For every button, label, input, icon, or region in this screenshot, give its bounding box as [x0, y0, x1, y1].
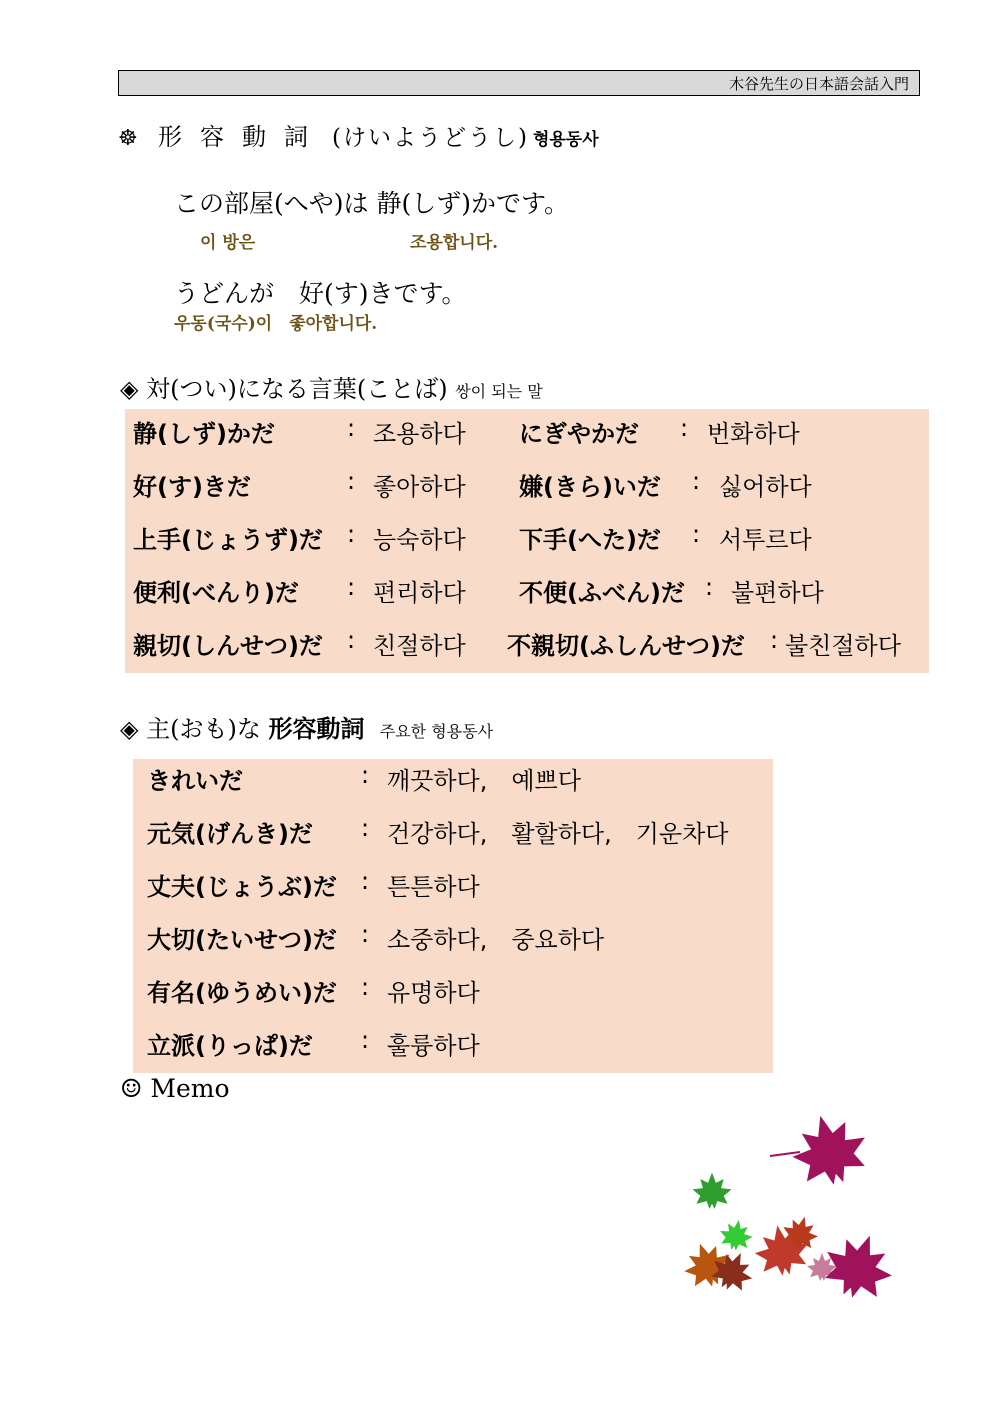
- adjective-meaning: 유명하다: [387, 979, 480, 1007]
- colon: :: [347, 520, 356, 548]
- header-bar: [118, 70, 920, 96]
- diamond-icon: ◈: [120, 715, 139, 743]
- colon: :: [361, 1026, 370, 1054]
- colon: :: [347, 626, 356, 654]
- colon: :: [347, 414, 356, 442]
- pair-left-meaning: 능숙하다: [373, 526, 466, 554]
- section-heading-plain: 主(おも)な: [146, 715, 261, 743]
- adjective-word: 丈夫(じょうぶ)だ: [147, 873, 337, 901]
- colon: :: [705, 573, 714, 601]
- example-sentence-2: うどんが 好(す)きです。: [174, 279, 467, 308]
- pair-right-word: 不便(ふべん)だ: [519, 579, 685, 607]
- colon: :: [361, 761, 370, 789]
- pairs-table: [125, 409, 929, 673]
- section-heading-text: 対(つい)になる言葉(ことば): [146, 375, 448, 403]
- title-reading: (けいようどうし): [332, 125, 529, 151]
- leaf-large-top: [770, 1106, 875, 1193]
- leaf-green-1: [693, 1173, 732, 1209]
- adjective-word: 有名(ゆうめい)だ: [147, 979, 337, 1007]
- colon: :: [361, 814, 370, 842]
- diamond-icon: ◈: [120, 375, 139, 403]
- pair-right-word: にぎやかだ: [519, 420, 639, 448]
- colon: :: [361, 973, 370, 1001]
- colon: :: [692, 520, 701, 548]
- pair-right-meaning: 불친절하다: [785, 632, 901, 660]
- smiley-icon: ☺: [120, 1074, 143, 1103]
- pair-left-word: 静(しず)かだ: [133, 420, 275, 448]
- adjective-word: 大切(たいせつ)だ: [147, 926, 337, 954]
- memo-text: Memo: [150, 1074, 230, 1103]
- pair-right-meaning: 싫어하다: [719, 473, 812, 501]
- pair-left-meaning: 편리하다: [373, 579, 466, 607]
- colon: :: [692, 467, 701, 495]
- colon: :: [770, 626, 779, 654]
- section-heading-korean: 쌍이 되는 말: [455, 382, 543, 401]
- section-heading-pairs: [120, 369, 543, 404]
- example-sentence-1: この部屋(へや)は 静(しず)かです。: [174, 189, 569, 218]
- main-adjectives-table: [133, 759, 773, 1073]
- section-heading-korean: 주요한 형용동사: [379, 722, 494, 741]
- title-korean: 형용동사: [532, 130, 599, 150]
- colon: :: [361, 920, 370, 948]
- adjective-meaning: 건강하다, 활할하다, 기운차다: [387, 820, 729, 848]
- pair-right-word: 嫌(きら)いだ: [519, 473, 661, 501]
- adjective-word: きれいだ: [147, 767, 243, 795]
- title-main: 形容動詞: [158, 123, 326, 151]
- adjective-word: 元気(げんき)だ: [147, 820, 313, 848]
- adjective-meaning: 깨끗하다, 예쁘다: [387, 767, 581, 795]
- section-heading-main: [120, 709, 493, 744]
- pair-left-meaning: 좋아하다: [373, 473, 466, 501]
- example-translation-1a: 이 방은: [200, 233, 256, 253]
- pair-left-word: 便利(べんり)だ: [133, 579, 299, 607]
- maple-leaves-icon: [670, 1100, 910, 1310]
- example-translation-1b: 조용합니다.: [410, 233, 499, 253]
- pair-left-meaning: 친절하다: [373, 632, 466, 660]
- leaf-green-2: [717, 1217, 755, 1253]
- pair-right-word: 下手(へた)だ: [519, 526, 661, 554]
- pair-right-meaning: 불편하다: [731, 579, 824, 607]
- pair-left-word: 親切(しんせつ)だ: [133, 632, 323, 660]
- section-heading-bold: 形容動詞: [268, 715, 365, 743]
- colon: :: [361, 867, 370, 895]
- colon: :: [347, 573, 356, 601]
- pair-right-meaning: 서투르다: [719, 526, 812, 554]
- memo-label: [120, 1074, 230, 1103]
- dharma-wheel-icon: ☸: [118, 126, 138, 151]
- pair-left-word: 上手(じょうず)だ: [133, 526, 323, 554]
- adjective-meaning: 튼튼하다: [387, 873, 480, 901]
- pair-right-meaning: 번화하다: [707, 420, 800, 448]
- colon: :: [347, 467, 356, 495]
- page-title: [118, 117, 599, 152]
- pair-left-meaning: 조용하다: [373, 420, 466, 448]
- pair-right-word: 不親切(ふしんせつ)だ: [507, 632, 745, 660]
- pair-left-word: 好(す)きだ: [133, 473, 251, 501]
- adjective-meaning: 훌륭하다: [387, 1032, 480, 1060]
- header-title: 木谷先生の日本語会話入門: [728, 75, 909, 93]
- example-translation-2: 우동(국수)이 좋아합니다.: [174, 314, 378, 334]
- adjective-meaning: 소중하다, 중요하다: [387, 926, 605, 954]
- adjective-word: 立派(りっぱ)だ: [147, 1032, 313, 1060]
- colon: :: [680, 414, 689, 442]
